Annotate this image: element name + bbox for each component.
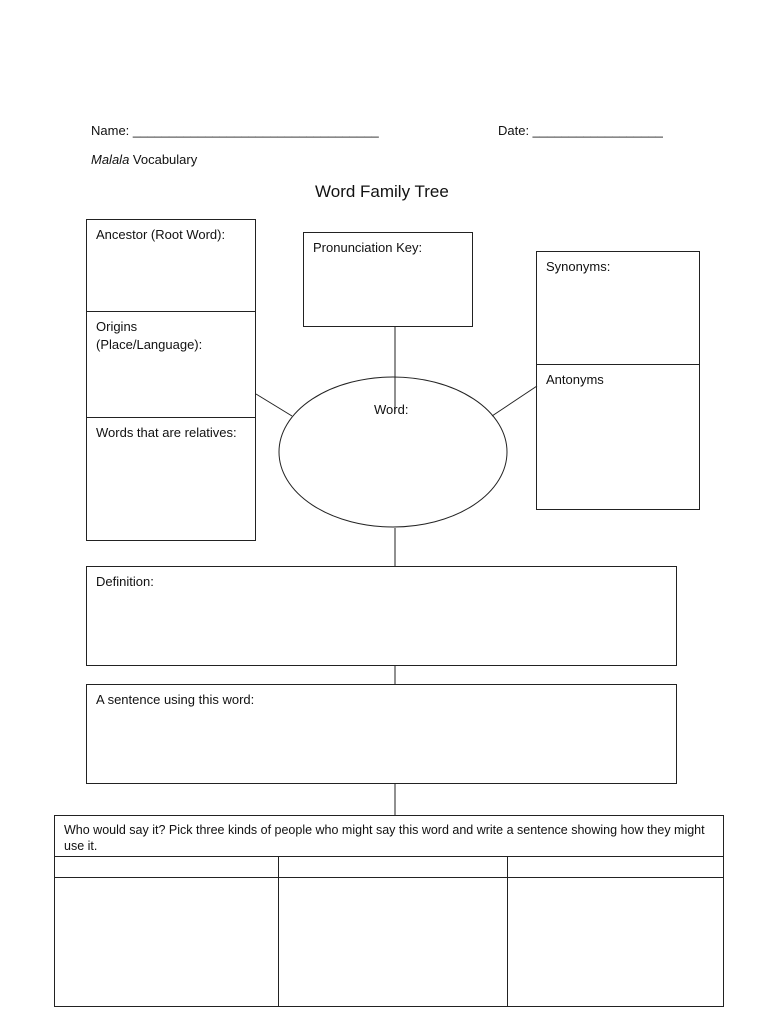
person-1-sentence-cell[interactable] (55, 878, 278, 1006)
relatives-box[interactable] (86, 417, 256, 541)
date-field-label: Date: __________________ (498, 123, 663, 138)
antonyms-box[interactable] (536, 364, 700, 510)
who-would-say-prompt: Who would say it? Pick three kinds of people who might say this word and write a sentence showing how they might use it. (64, 823, 705, 853)
sentence-box[interactable] (86, 684, 677, 784)
origins-label-line1: Origins (96, 319, 138, 334)
synonyms-label: Synonyms: (546, 259, 611, 274)
origins-label (96, 318, 202, 354)
person-2-sentence-cell[interactable] (279, 878, 507, 1006)
definition-box[interactable] (86, 566, 677, 666)
subtitle-rest: Vocabulary (129, 152, 198, 167)
pronunciation-box[interactable] (303, 232, 473, 327)
origins-label-line2: (Place/Language): (96, 337, 203, 352)
name-field-label: Name: __________________________________ (91, 123, 379, 138)
pronunciation-label: Pronunciation Key: (313, 240, 423, 255)
worksheet-subtitle (91, 151, 197, 168)
definition-label: Definition: (96, 574, 154, 589)
synonyms-box[interactable] (536, 251, 700, 365)
antonyms-label: Antonyms (546, 372, 604, 387)
left-connector (256, 394, 292, 416)
ancestor-label: Ancestor (Root Word): (96, 227, 226, 242)
subtitle-book-title: Malala (91, 152, 130, 167)
word-label: Word: (374, 402, 409, 417)
sentence-label: A sentence using this word: (96, 692, 255, 707)
person-1-header-cell[interactable] (55, 857, 278, 877)
ancestor-box[interactable] (86, 219, 256, 312)
origins-box[interactable] (86, 311, 256, 418)
page-title: Word Family Tree (315, 182, 449, 201)
person-2-header-cell[interactable] (279, 857, 507, 877)
person-3-header-cell[interactable] (508, 857, 723, 877)
person-3-sentence-cell[interactable] (508, 878, 723, 1006)
relatives-label: Words that are relatives: (96, 425, 237, 440)
right-connector (492, 386, 537, 416)
word-field[interactable] (279, 378, 507, 526)
